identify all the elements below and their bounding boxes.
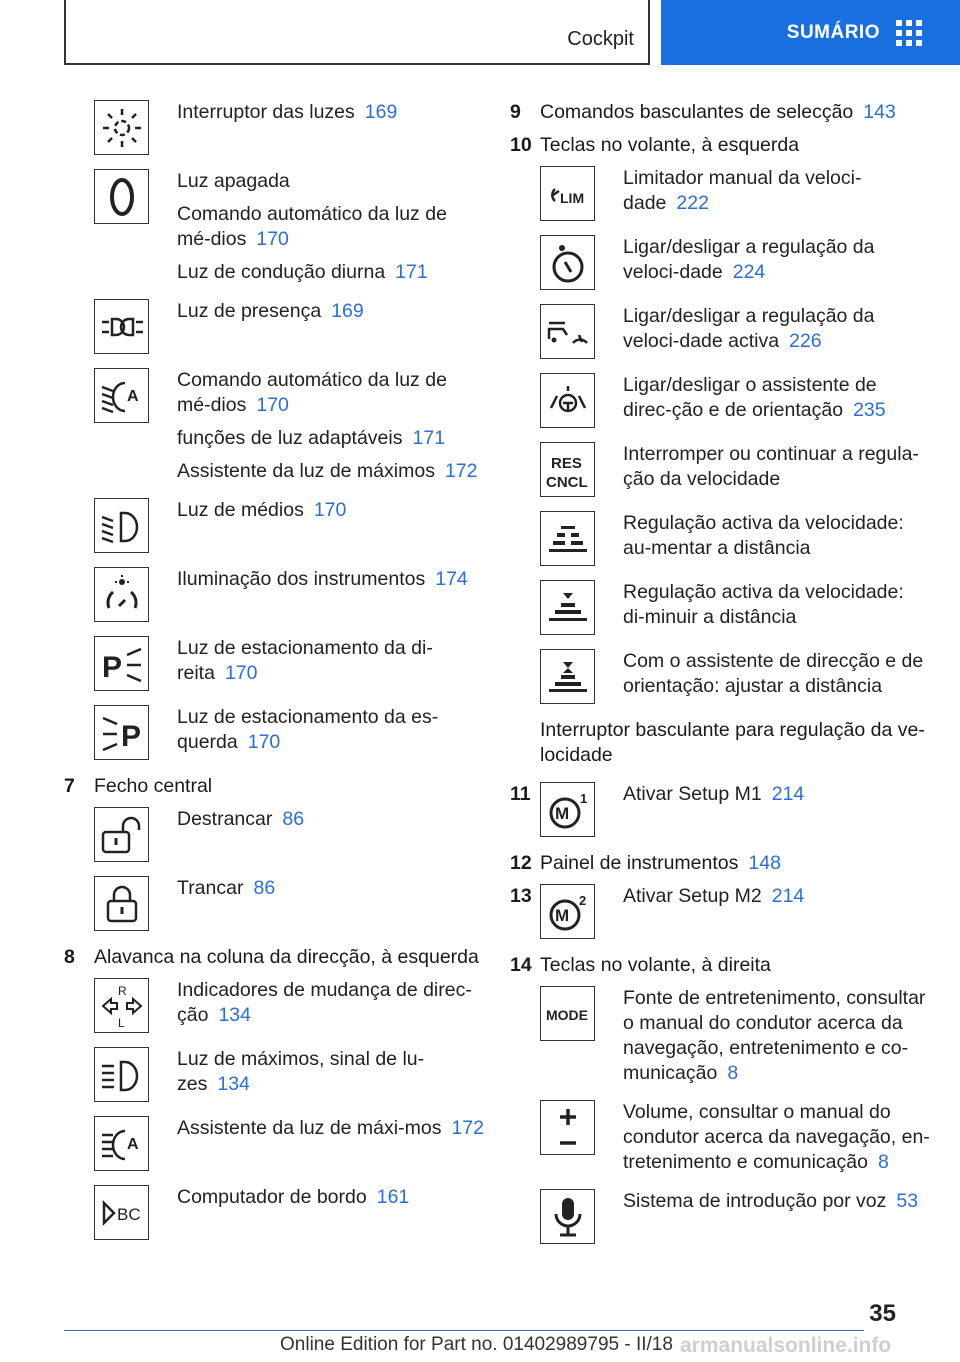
- page-ref-link[interactable]: 53: [896, 1190, 919, 1212]
- section-number: 11: [510, 783, 531, 805]
- setup-m1-icon: [540, 782, 595, 837]
- item-text: Indicadores de mudança de direc-ção: [177, 979, 472, 1026]
- item-text: Assistente da luz de máximos: [177, 460, 435, 482]
- section-number: 9: [510, 101, 521, 123]
- svg-text:P: P: [101, 650, 122, 684]
- list-item: [510, 166, 930, 221]
- section-number: 13: [510, 885, 532, 907]
- list-item: [510, 580, 930, 635]
- parking-left-icon: [94, 705, 149, 760]
- high-beam-assist-icon: [94, 1116, 149, 1171]
- instrument-lighting-icon: [94, 567, 149, 622]
- page-ref-link[interactable]: 171: [395, 261, 428, 283]
- list-item: [64, 100, 484, 155]
- page-ref-link[interactable]: 169: [331, 300, 364, 322]
- auto-low-beam-icon: [94, 368, 149, 423]
- item-text: Luz de estacionamento da di-reita: [177, 637, 433, 684]
- page-ref-link[interactable]: 170: [224, 662, 258, 684]
- list-item: [510, 304, 930, 359]
- item-text: Luz de presença: [177, 300, 322, 322]
- res-cncl-icon: [540, 442, 595, 497]
- page-ref-link[interactable]: 214: [771, 885, 805, 907]
- list-item: [510, 986, 930, 1086]
- page-ref-link[interactable]: 161: [376, 1186, 410, 1208]
- section-title: Painel de instrumentos: [540, 852, 739, 874]
- section-title: Comandos basculantes de selecção: [540, 101, 854, 123]
- list-item: [64, 299, 484, 354]
- light-switch-icon: [94, 100, 149, 155]
- list-item: [64, 368, 484, 484]
- section-heading: [64, 945, 484, 970]
- list-item: [510, 235, 930, 290]
- page-ref-link[interactable]: 170: [247, 731, 281, 753]
- section-title: Fecho central: [94, 775, 213, 797]
- item-text: Ligar/desligar a regulação da veloci-dade activa: [623, 305, 875, 352]
- list-item: [510, 1100, 930, 1175]
- item-text: Luz apagada: [177, 170, 290, 192]
- distance-increase-icon: [540, 511, 595, 566]
- item-text: Regulação activa da velocidade: au-mentar a distância: [623, 512, 904, 559]
- volume-icon: [540, 1100, 595, 1155]
- page-ref-link[interactable]: 174: [435, 568, 468, 590]
- item-text: Volume, consultar o manual do condutor acerca da navegação, en-tretenimento e comunicação: [623, 1101, 930, 1173]
- distance-decrease-icon: [540, 580, 595, 635]
- page-ref-link[interactable]: 134: [218, 1004, 251, 1026]
- sumario-label: SUMÁRIO: [786, 21, 880, 43]
- cruise-control-icon: [540, 235, 595, 290]
- section-number: 12: [510, 852, 532, 874]
- list-item: [510, 442, 930, 497]
- item-text: Assistente da luz de máxi-mos: [177, 1117, 442, 1139]
- lock-icon: [94, 876, 149, 931]
- watermark: armanualsonline.info: [680, 1334, 892, 1357]
- list-item: [510, 782, 930, 837]
- section-heading: [64, 774, 484, 799]
- page-ref-link[interactable]: 171: [412, 427, 446, 449]
- high-beam-icon: [94, 1047, 149, 1102]
- page-ref-link[interactable]: 134: [217, 1073, 250, 1095]
- item-text: Fonte de entretenimento, consultar o manual do condutor acerca da navegação, entretenimento e co-municação: [623, 987, 926, 1084]
- item-text: Sistema de introdução por voz: [623, 1190, 887, 1212]
- speed-limiter-icon: [540, 166, 595, 221]
- svg-text:A: A: [126, 387, 139, 405]
- page-ref-link[interactable]: 226: [789, 330, 822, 352]
- list-item: [64, 636, 484, 691]
- list-item: [64, 807, 484, 862]
- section-number: 14: [510, 954, 532, 976]
- page-ref-link[interactable]: 224: [732, 261, 766, 283]
- section-heading: [510, 851, 930, 876]
- page-ref-link[interactable]: 86: [253, 877, 276, 899]
- svg-text:P: P: [120, 719, 141, 753]
- page-ref-link[interactable]: 172: [444, 460, 478, 482]
- page-section-title: Cockpit: [567, 28, 634, 50]
- grid-icon: [896, 20, 922, 46]
- list-item: [64, 876, 484, 931]
- item-text: Luz de estacionamento da es-querda: [177, 706, 439, 753]
- page-ref-link[interactable]: 170: [256, 228, 289, 250]
- distance-adjust-icon: [540, 649, 595, 704]
- turn-signal-icon: [94, 978, 149, 1033]
- svg-text:LIM: LIM: [559, 189, 584, 206]
- item-text: Interruptor das luzes: [177, 101, 355, 123]
- item-text: Iluminação dos instrumentos: [177, 568, 426, 590]
- item-text: Destrancar: [177, 808, 273, 830]
- voice-icon: [540, 1189, 595, 1244]
- svg-text:2: 2: [578, 892, 586, 908]
- section-title: Teclas no volante, à direita: [540, 954, 771, 976]
- section-heading: [510, 953, 930, 978]
- list-item: [64, 1116, 484, 1171]
- sumario-button[interactable]: [661, 0, 960, 65]
- section-number: 10: [510, 134, 532, 156]
- svg-text:M: M: [554, 803, 569, 823]
- board-computer-icon: [94, 1185, 149, 1240]
- page-ref-link[interactable]: 222: [676, 192, 709, 214]
- item-text: Luz de máximos, sinal de lu-zes: [177, 1048, 425, 1095]
- list-item: [510, 1189, 930, 1244]
- svg-text:L: L: [117, 1015, 125, 1029]
- setup-m2-icon: [540, 884, 595, 939]
- parking-light-icon: [94, 299, 149, 354]
- low-beam-icon: [94, 498, 149, 553]
- svg-text:RES: RES: [550, 454, 582, 472]
- item-text: Regulação activa da velocidade: di-minuir a distância: [623, 581, 904, 628]
- list-item: [510, 884, 930, 939]
- item-text: Trancar: [177, 877, 244, 899]
- page-ref-link[interactable]: 143: [863, 101, 896, 123]
- item-text: Ativar Setup M2: [623, 885, 762, 907]
- header-box: [64, 0, 650, 65]
- page-number: 35: [869, 1300, 896, 1327]
- item-text: Ligar/desligar o assistente de direc-ção e de orientação: [623, 374, 877, 421]
- item-text: Luz de médios: [177, 499, 304, 521]
- right-column: [510, 100, 930, 1258]
- svg-text:A: A: [126, 1135, 139, 1153]
- item-text: Computador de bordo: [177, 1186, 367, 1208]
- list-item: [64, 498, 484, 553]
- page-ref-link[interactable]: 86: [282, 808, 305, 830]
- steering-assistant-icon: [540, 373, 595, 428]
- list-item: [64, 978, 484, 1033]
- section-number: 7: [64, 775, 75, 797]
- svg-text:CNCL: CNCL: [545, 473, 588, 491]
- page-ref-link[interactable]: 8: [727, 1062, 739, 1084]
- active-cruise-icon: [540, 304, 595, 359]
- list-item: [64, 1047, 484, 1102]
- section-heading: [510, 100, 930, 125]
- list-item: [64, 1185, 484, 1240]
- svg-text:MODE: MODE: [545, 1006, 588, 1023]
- page-ref-link[interactable]: 8: [877, 1151, 889, 1173]
- mode-icon: [540, 986, 595, 1041]
- item-text: Ligar/desligar a regulação da veloci-dade: [623, 236, 875, 283]
- page-ref-link[interactable]: 235: [853, 399, 886, 421]
- item-text: Comando automático da luz de mé-dios: [177, 203, 447, 250]
- section-title: Teclas no volante, à esquerda: [540, 134, 800, 156]
- list-item: [64, 705, 484, 760]
- unlock-icon: [94, 807, 149, 862]
- svg-text:M: M: [554, 905, 569, 925]
- section-note: Interruptor basculante para regulação da ve-locidade: [540, 719, 925, 766]
- svg-text:BC: BC: [116, 1204, 141, 1224]
- light-off-icon: [94, 169, 149, 224]
- item-text: Ativar Setup M1: [623, 783, 762, 805]
- item-text: funções de luz adaptáveis: [177, 427, 403, 449]
- list-item: [64, 169, 484, 285]
- left-column: [64, 100, 484, 1254]
- list-item: [64, 567, 484, 622]
- footer-divider: [64, 1330, 864, 1331]
- svg-text:1: 1: [579, 790, 587, 806]
- page-ref-link[interactable]: 169: [364, 101, 398, 123]
- section-number: 8: [64, 946, 75, 968]
- item-text: Comando automático da luz de mé-dios: [177, 369, 447, 416]
- page-ref-link[interactable]: 214: [771, 783, 805, 805]
- list-item: [510, 649, 930, 704]
- page-ref-link[interactable]: 172: [451, 1117, 484, 1139]
- section-title: Alavanca na coluna da direcção, à esquerda: [94, 946, 479, 968]
- page-ref-link[interactable]: 170: [313, 499, 347, 521]
- list-item: [510, 373, 930, 428]
- parking-right-icon: [94, 636, 149, 691]
- item-text: Limitador manual da veloci-dade: [623, 167, 862, 214]
- item-text: Luz de condução diurna: [177, 261, 386, 283]
- list-item: [510, 511, 930, 566]
- section-heading: [510, 133, 930, 158]
- edition-text: Online Edition for Part no. 01402989795 - II/18: [280, 1334, 673, 1355]
- page-ref-link[interactable]: 148: [748, 852, 781, 874]
- svg-text:R: R: [117, 983, 127, 998]
- item-text: Com o assistente de direcção e de orientação: ajustar a distância: [623, 650, 924, 697]
- item-text: Interromper ou continuar a regula-ção da velocidade: [623, 443, 919, 490]
- page-ref-link[interactable]: 170: [256, 394, 289, 416]
